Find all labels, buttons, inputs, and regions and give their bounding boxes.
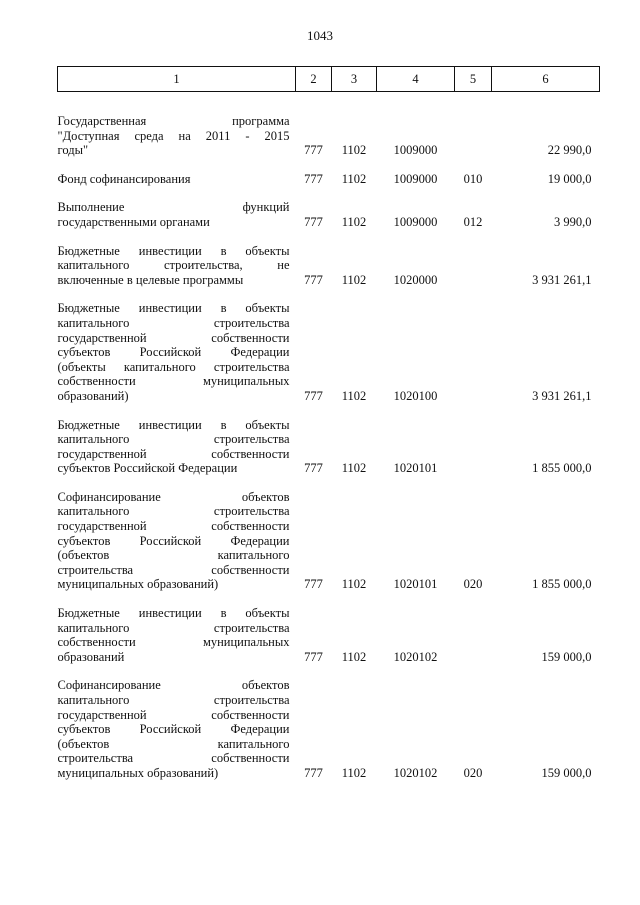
header-col-1: 1 <box>58 67 296 92</box>
row-col-2: 777 <box>304 214 323 229</box>
row-gap <box>58 592 600 606</box>
table-row <box>58 301 600 403</box>
row-name-line: Софинансирование объектов <box>57 489 290 504</box>
gap-cell <box>58 230 600 244</box>
row-name <box>58 678 296 780</box>
row-name-line: Выполнение функций <box>57 200 290 215</box>
header-col-2: 2 <box>296 67 332 92</box>
row-name-line: капитального строительства <box>57 315 290 330</box>
row-name-line: Государственная программа <box>57 114 290 128</box>
row-name-line: государственной собственности <box>57 707 290 722</box>
row-col-3: 1102 <box>341 272 367 287</box>
row-name-line: государственной собственности <box>57 446 290 461</box>
row-name-line: включенные в целевые программы <box>57 272 244 287</box>
row-name <box>58 200 296 229</box>
table-row <box>58 418 600 476</box>
row-name-line: Бюджетные инвестиции в объекты <box>57 417 290 432</box>
row-col-4: 1009000 <box>393 214 438 229</box>
row-col-5 <box>455 301 492 403</box>
row-amount: 3 931 261,1 <box>532 272 592 287</box>
row-name-line: Бюджетные инвестиции в объекты <box>57 606 290 621</box>
row-name-line: государственной собственности <box>57 330 290 345</box>
row-name-line: собственности муниципальных <box>57 635 290 650</box>
row-col-4: 1009000 <box>393 171 438 186</box>
table-header <box>58 67 600 92</box>
row-name-line: строительства собственности <box>57 751 290 766</box>
row-col-5 <box>455 114 492 158</box>
row-name-line: капитального строительства <box>57 432 290 447</box>
row-gap <box>58 158 600 172</box>
row-name-line: (объектов капитального <box>57 548 290 563</box>
table-row <box>58 200 600 229</box>
row-name-line: (объектов капитального <box>57 736 290 751</box>
row-amount: 19 000,0 <box>547 171 592 186</box>
row-col-3: 1102 <box>341 143 367 158</box>
row-col-4: 1020000 <box>393 272 438 287</box>
budget-table <box>57 66 600 781</box>
row-col-5 <box>455 606 492 664</box>
row-col-5 <box>455 244 492 288</box>
gap-cell <box>58 592 600 606</box>
table-spacer <box>58 92 600 115</box>
row-col-2: 777 <box>304 388 323 403</box>
row-gap <box>58 404 600 418</box>
row-col-3: 1102 <box>341 214 367 229</box>
table-row <box>58 244 600 288</box>
spacer-cell <box>58 92 600 115</box>
row-name <box>58 490 296 592</box>
row-name-line: капитального строительства <box>57 504 290 519</box>
row-name-line: муниципальных образований) <box>57 577 219 592</box>
row-name-line: собственности муниципальных <box>57 374 290 389</box>
row-amount: 1 855 000,0 <box>532 577 592 592</box>
row-amount: 1 855 000,0 <box>532 461 592 476</box>
row-name-line: Бюджетные инвестиции в объекты <box>57 301 290 316</box>
table-row <box>58 114 600 158</box>
table-row <box>58 172 600 187</box>
row-amount: 159 000,0 <box>541 765 592 780</box>
row-name-line: строительства собственности <box>57 562 290 577</box>
row-name-line: (объекты капитального строительства <box>57 359 290 374</box>
row-amount: 22 990,0 <box>547 143 592 158</box>
row-gap <box>58 476 600 490</box>
row-col-2: 777 <box>304 171 323 186</box>
row-col-5: 010 <box>463 171 483 186</box>
row-name <box>58 418 296 476</box>
table-row <box>58 678 600 780</box>
row-col-2: 777 <box>304 649 323 664</box>
row-gap <box>58 287 600 301</box>
row-col-5: 012 <box>463 214 483 229</box>
table-body <box>58 92 600 781</box>
page-number: 1043 <box>307 28 333 43</box>
header-row <box>58 67 600 92</box>
gap-cell <box>58 404 600 418</box>
row-col-2: 777 <box>304 143 323 158</box>
table-row <box>58 490 600 592</box>
row-col-2: 777 <box>304 577 323 592</box>
row-gap <box>58 664 600 678</box>
row-col-2: 777 <box>304 272 323 287</box>
row-name <box>58 114 296 158</box>
gap-cell <box>58 158 600 172</box>
row-amount: 159 000,0 <box>541 649 592 664</box>
row-name-line: образований) <box>57 388 129 403</box>
row-col-4: 1020102 <box>393 649 438 664</box>
row-col-2: 777 <box>304 461 323 476</box>
header-col-5: 5 <box>455 67 492 92</box>
row-name-line: капитального строительства, не <box>57 258 290 273</box>
row-col-2: 777 <box>304 765 323 780</box>
row-name-line: субъектов Российской Федерации <box>57 722 290 737</box>
row-col-3: 1102 <box>341 171 367 186</box>
gap-cell <box>58 476 600 490</box>
row-col-3: 1102 <box>341 765 367 780</box>
row-name-line: Фонд софинансирования <box>57 171 191 186</box>
row-name-line: образований <box>57 649 125 664</box>
row-col-4: 1020101 <box>393 461 438 476</box>
row-col-4: 1020100 <box>393 388 438 403</box>
row-name <box>58 244 296 288</box>
row-name-line: государственной собственности <box>57 519 290 534</box>
header-col-6: 6 <box>492 67 600 92</box>
row-gap <box>58 186 600 200</box>
row-name-line: субъектов Российской Федерации <box>57 461 238 476</box>
row-gap <box>58 230 600 244</box>
row-name-line: капитального строительства <box>57 620 290 635</box>
gap-cell <box>58 664 600 678</box>
gap-cell <box>58 186 600 200</box>
row-name-line: "Доступная среда на 2011 - 2015 <box>57 128 290 143</box>
table-row <box>58 606 600 664</box>
row-col-3: 1102 <box>341 388 367 403</box>
row-name <box>58 172 296 187</box>
gap-cell <box>58 287 600 301</box>
row-col-5 <box>455 418 492 476</box>
row-col-5: 020 <box>463 765 483 780</box>
row-name-line: субъектов Российской Федерации <box>57 533 290 548</box>
row-col-5: 020 <box>463 577 483 592</box>
row-col-3: 1102 <box>341 577 367 592</box>
row-amount: 3 990,0 <box>554 214 592 229</box>
row-name-line: Бюджетные инвестиции в объекты <box>57 243 290 258</box>
row-name-line: субъектов Российской Федерации <box>57 345 290 360</box>
row-col-4: 1009000 <box>393 143 438 158</box>
row-col-4: 1020102 <box>393 765 438 780</box>
header-col-4: 4 <box>377 67 455 92</box>
row-name-line: государственными органами <box>57 214 210 229</box>
row-name-line: Софинансирование объектов <box>57 678 290 693</box>
row-name-line: муниципальных образований) <box>57 765 219 780</box>
row-col-3: 1102 <box>341 649 367 664</box>
row-name <box>58 606 296 664</box>
header-col-3: 3 <box>332 67 377 92</box>
row-name <box>58 301 296 403</box>
row-name-line: капитального строительства <box>57 693 290 707</box>
row-name-line: годы" <box>57 143 89 158</box>
row-col-3: 1102 <box>341 461 367 476</box>
row-amount: 3 931 261,1 <box>532 388 592 403</box>
row-col-4: 1020101 <box>393 577 438 592</box>
